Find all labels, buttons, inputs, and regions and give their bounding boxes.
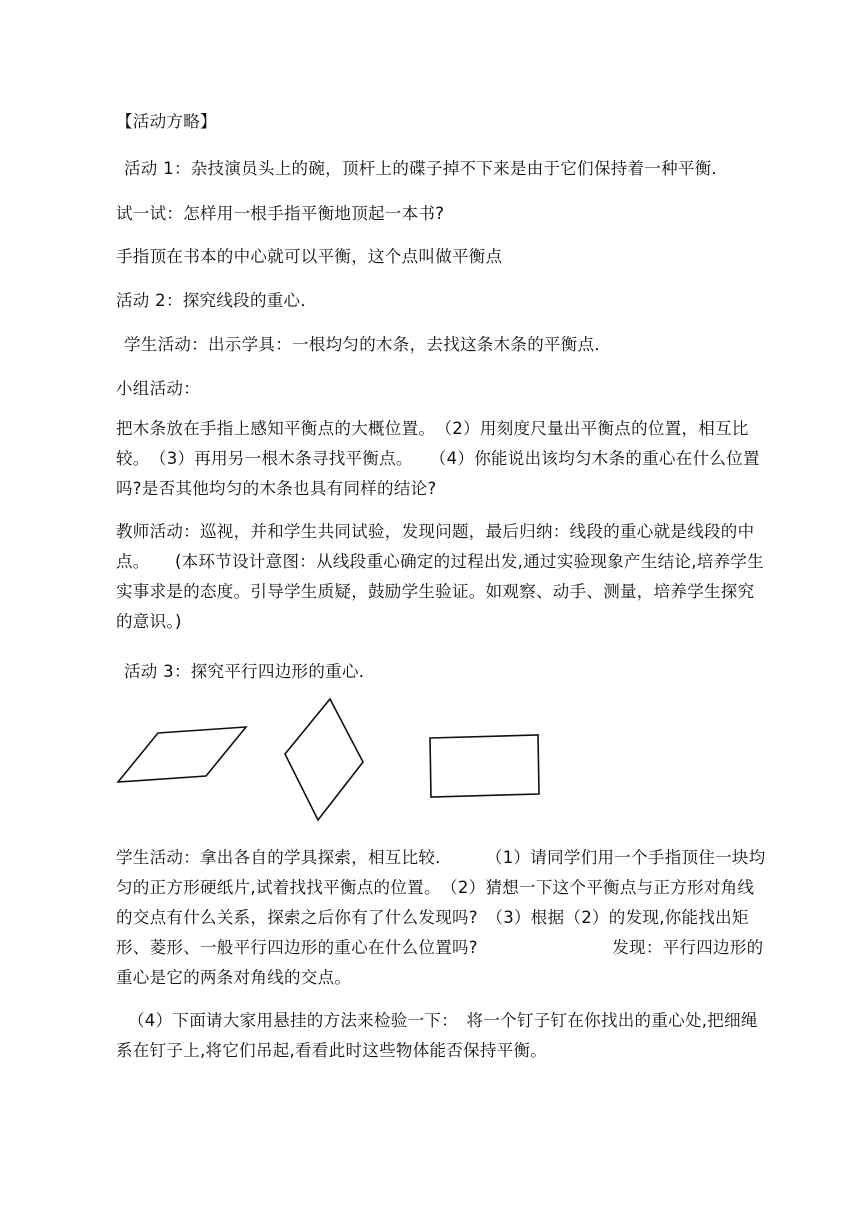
student-activity-1: 学生活动：出示学具：一根均匀的木条，去找这条木条的平衡点． — [124, 335, 612, 354]
group-activity-label: 小组活动： — [116, 379, 200, 398]
group-activity-steps: 把木条放在手指上感知平衡点的大概位置。 （2）用刻度尺量出平衡点的位置，相互比较。 （3）再用另一根木条寻找平衡点。 （4）你能说出该均匀木条的重心在什么位置吗?是否其他均匀的木条也具有同样的结论? — [116, 419, 760, 498]
step-4-text: （4）下面请大家用悬挂的方法来检验一下： 将一个钉子钉在你找出的重心处,把细绳系在钉子上,将它们吊起,看看此时这些物体能否保持平衡。 — [116, 1011, 758, 1060]
activity-2-text: 活动 2：探究线段的重心． — [116, 291, 318, 310]
teacher-activity: 教师活动：巡视，并和学生共同试验，发现问题，最后归纳：线段的重心就是线段的中点。 (本环节设计意图：从线段重心确定的过程出发,通过实验现象产生结论,培养学生实事求是的态度。引导学生质疑，鼓励学生验证。如观察、动手、测量，培养学生探究的意识。) — [116, 522, 764, 631]
student-activity-2: 学生活动：拿出各自的学具探索，相互比较． （1）请同学们用一个手指顶住一块均匀的正方形硬纸片,试着找找平衡点的位置。 （2）猜想一下这个平衡点与正方形对角线的交点有什么关系，探索之后你有了什么发现吗? （3）根据（2）的发现,你能找出矩形、菱形、一般平行四边形的重心在什么位置吗? 发现：平行四边形的重心是它的两条对角线的交点。 — [116, 848, 766, 987]
try-it-answer: 手指顶在书本的中心就可以平衡，这个点叫做平衡点 — [116, 247, 503, 266]
section-heading: 【活动方略】 — [116, 112, 217, 131]
rhombus-icon — [285, 699, 363, 820]
parallelogram-icon — [118, 727, 246, 782]
try-it-question: 试一试：怎样用一根手指平衡地顶起一本书? — [116, 204, 445, 223]
activity-3-text: 活动 3：探究平行四边形的重心． — [124, 662, 376, 681]
rectangle-icon — [430, 735, 539, 797]
activity-1-text: 活动 1：杂技演员头上的碗，顶杆上的碟子掉不下来是由于它们保持着一种平衡． — [124, 159, 729, 178]
shapes-figure — [0, 690, 860, 830]
